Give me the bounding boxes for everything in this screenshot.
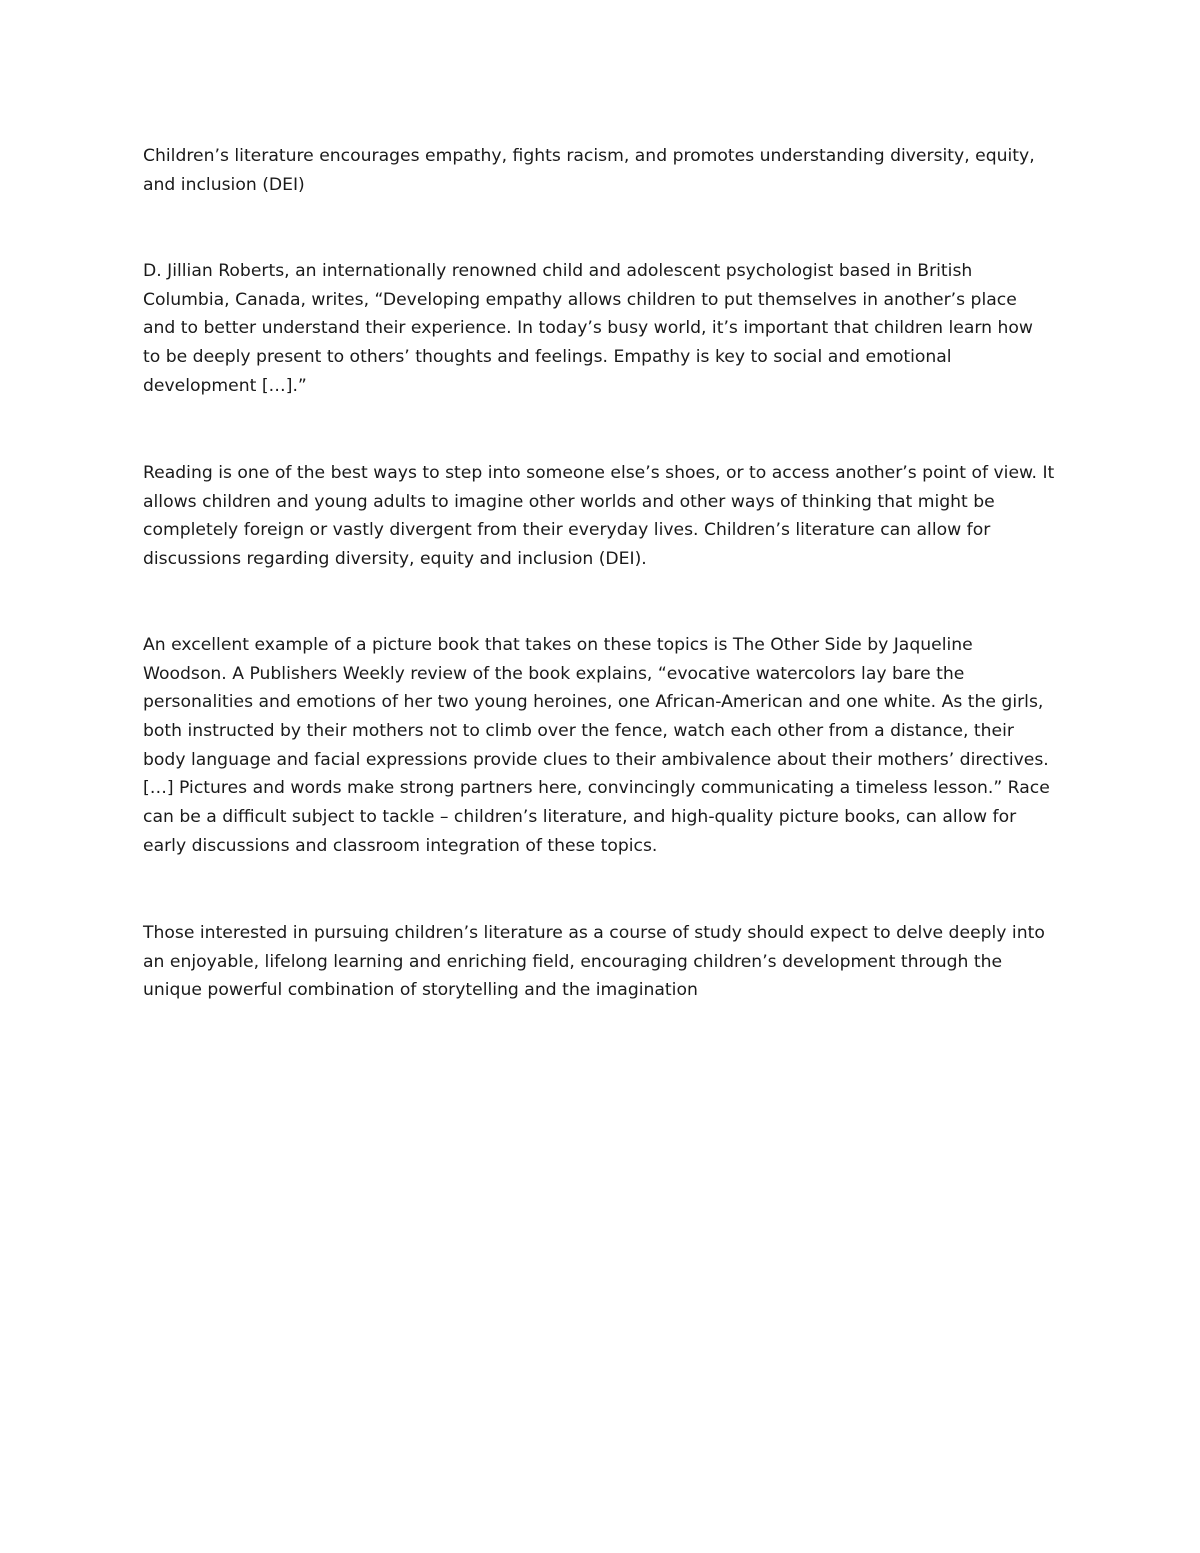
text-line: allows children and young adults to imagine other worlds and other ways of thinking that might be — [143, 491, 995, 512]
text-line: and to better understand their experience. In today’s busy world, it’s important that children learn how — [143, 318, 1033, 339]
text-line: unique powerful combination of storytelling and the imagination — [143, 980, 698, 1001]
text-line: an enjoyable, lifelong learning and enriching field, encouraging children’s development through the — [143, 951, 1003, 972]
text-line: both instructed by their mothers not to climb over the fence, watch each other from a distance, their — [143, 721, 1014, 742]
text-line: development […].” — [143, 375, 307, 396]
text-line: personalities and emotions of her two young heroines, one African-American and one white. As the girls, — [143, 692, 1044, 713]
text-line: to be deeply present to others’ thoughts and feelings. Empathy is key to social and emotional — [143, 347, 952, 368]
text-line: Columbia, Canada, writes, “Developing empathy allows children to put themselves in another’s place — [143, 289, 1017, 310]
text-line: completely foreign or vastly divergent from their everyday lives. Children’s literature can allow for — [143, 520, 991, 541]
text-line: can be a difficult subject to tackle – children’s literature, and high-quality picture books, can allow for — [143, 807, 1017, 828]
paragraph-roberts-quote — [143, 257, 1068, 400]
text-line: early discussions and classroom integration of these topics. — [143, 835, 658, 856]
text-line: discussions regarding diversity, equity and inclusion (DEI). — [143, 549, 647, 570]
text-line: Reading is one of the best ways to step into someone else’s shoes, or to access another’s point of view. It — [143, 463, 1055, 483]
text-line: D. Jillian Roberts, an internationally renowned child and adolescent psychologist based in British — [143, 261, 973, 281]
text-line: body language and facial expressions provide clues to their ambivalence about their mothers’ directives. — [143, 749, 1049, 770]
paragraph-the-other-side — [143, 631, 1068, 861]
text-line: Those interested in pursuing children’s literature as a course of study should expect to delve deeply into — [143, 923, 1045, 943]
paragraph-conclusion — [143, 919, 1068, 1005]
heading-paragraph — [143, 142, 1068, 199]
text-line: Children’s literature encourages empathy, fights racism, and promotes understanding diversity, equity, — [143, 146, 1035, 166]
text-line: […] Pictures and words make strong partners here, convincingly communicating a timeless lesson.” Race — [143, 778, 1050, 799]
text-line: An excellent example of a picture book that takes on these topics is The Other Side by Jaqueline — [143, 635, 973, 655]
text-line: Woodson. A Publishers Weekly review of the book explains, “evocative watercolors lay bare the — [143, 663, 965, 684]
text-line: and inclusion (DEI) — [143, 174, 305, 195]
paragraph-reading — [143, 459, 1068, 574]
